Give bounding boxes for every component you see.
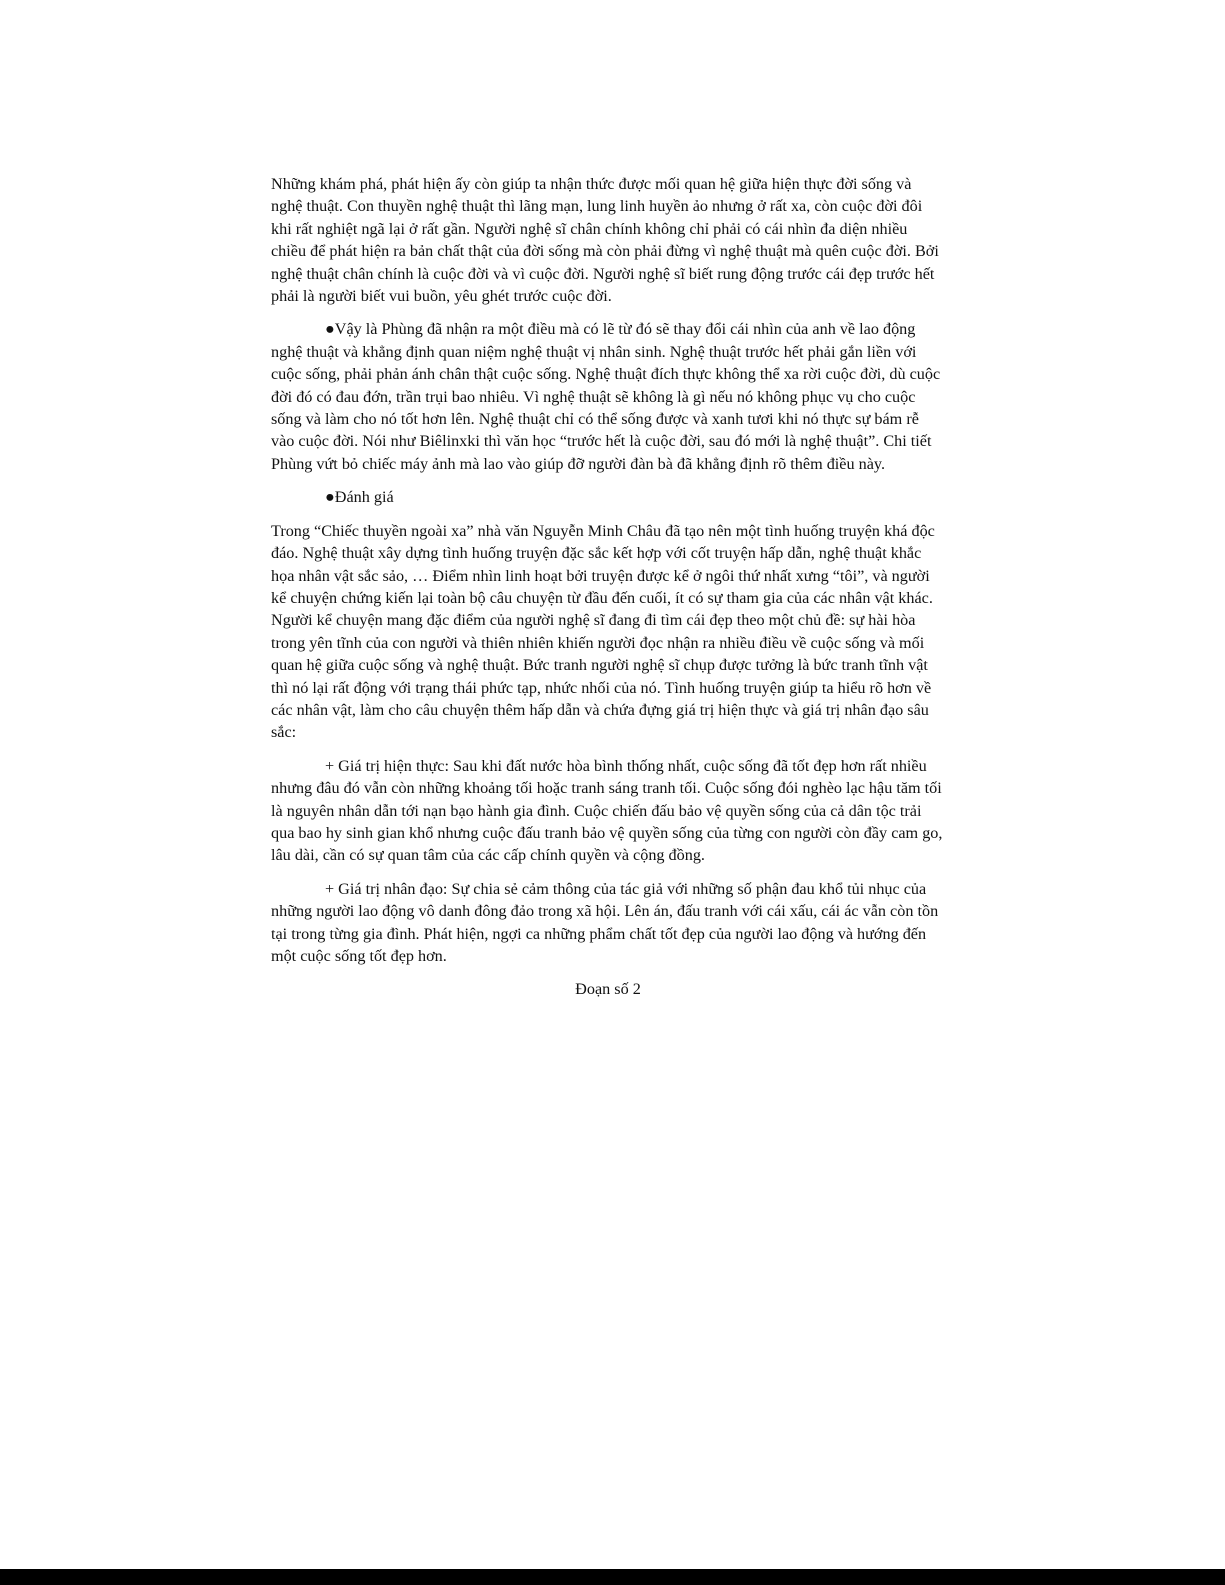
paragraph-realistic-value: + Giá trị hiện thực: Sau khi đất nước hòa bình thống nhất, cuộc sống đã tốt đẹp hơn rất nhiều nhưng đâu đó vẫn còn những khoảng tối hoặc tranh sáng tranh tối. Cuộc sống đói nghèo lạc hậu tăm tối là nguyên nhân dẫn tới nạn bạo hành gia đình. Cuộc chiến đấu bảo vệ quyền sống của cả dân tộc trải qua bao hy sinh gian khổ nhưng cuộc đấu tranh bảo vệ quyền sống của từng con người còn đầy cam go, lâu dài, cần có sự quan tâm của các cấp chính quyền và cộng đồng.: [271, 756, 943, 865]
paragraph-phung-realization: ●Vậy là Phùng đã nhận ra một điều mà có lẽ từ đó sẽ thay đổi cái nhìn của anh về lao động nghệ thuật và khẳng định quan niệm nghệ thuật vị nhân sinh. Nghệ thuật trước hết phải gắn liền với cuộc sống, phải phản ánh chân thật cuộc sống. Nghệ thuật đích thực không thể xa rời cuộc đời, dù cuộc đời đó có đau đớn, trần trụi bao nhiêu. Vì nghệ thuật sẽ không là gì nếu nó không phục vụ cho cuộc sống và làm cho nó tốt hơn lên. Nghệ thuật chỉ có thể sống được và xanh tươi khi nó thực sự bám rễ vào cuộc đời. Nói như Biêlinxki thì văn học “trước hết là cuộc đời, sau đó mới là nghệ thuật”. Chi tiết Phùng vứt bỏ chiếc máy ảnh mà lao vào giúp đỡ người đàn bà đã khẳng định rõ thêm điều này.: [271, 320, 941, 473]
paragraph-humanitarian-value: + Giá trị nhân đạo: Sự chia sẻ cảm thông của tác giả với những số phận đau khổ tủi nhục của những người lao động vô danh đông đảo trong xã hội. Lên án, đấu tranh với cái xấu, cái ác vẫn còn tồn tại trong từng gia đình. Phát hiện, ngợi ca những phẩm chất tốt đẹp của người lao động và hướng đến một cuộc sống tốt đẹp hơn.: [271, 879, 939, 965]
document-page: [271, 173, 945, 1012]
paragraph-evaluation-heading: ●Đánh giá: [325, 488, 394, 507]
scan-bottom-border: [0, 1569, 1225, 1585]
paragraph-evaluation: Trong “Chiếc thuyền ngoài xa” nhà văn Nguyễn Minh Châu đã tạo nên một tình huống truyện khá độc đáo. Nghệ thuật xây dựng tình huống truyện đặc sắc kết hợp với cốt truyện hấp dẫn, nghệ thuật khắc họa nhân vật sắc sảo, … Điểm nhìn linh hoạt bởi truyện được kể ở ngôi thứ nhất xưng “tôi”, và người kể chuyện chứng kiến lại toàn bộ câu chuyện từ đầu đến cuối, ít có sự tham gia của các nhân vật khác. Người kể chuyện mang đặc điểm của người nghệ sĩ đang đi tìm cái đẹp theo một chủ đề: sự hài hòa trong yên tĩnh của con người và thiên nhiên khiến người đọc nhận ra nhiều điều về cuộc sống và mối quan hệ giữa cuộc sống và nghệ thuật. Bức tranh người nghệ sĩ chụp được tưởng là bức tranh tĩnh vật thì nó lại rất động với trạng thái phức tạp, nhức nhối của nó. Tình huống truyện giúp ta hiểu rõ hơn về các nhân vật, làm cho câu chuyện thêm hấp dẫn và chứa đựng giá trị hiện thực và giá trị nhân đạo sâu sắc:: [271, 521, 935, 742]
section-heading: Đoạn số 2: [575, 980, 641, 999]
paragraph-art-and-life: Những khám phá, phát hiện ấy còn giúp ta nhận thức được mối quan hệ giữa hiện thực đời sống và nghệ thuật. Con thuyền nghệ thuật thì lãng mạn, lung linh huyền ảo nhưng ở rất xa, còn cuộc đời đôi khi rất nghiệt ngã lại ở rất gần. Người nghệ sĩ chân chính không chỉ phải có cái nhìn đa diện nhiều chiều để phát hiện ra bản chất thật của đời sống mà còn phải đừng vì nghệ thuật mà quên cuộc đời. Bởi nghệ thuật chân chính là cuộc đời và vì cuộc đời. Người nghệ sĩ biết rung động trước cái đẹp trước hết phải là người biết vui buồn, yêu ghét trước cuộc đời.: [271, 175, 939, 306]
